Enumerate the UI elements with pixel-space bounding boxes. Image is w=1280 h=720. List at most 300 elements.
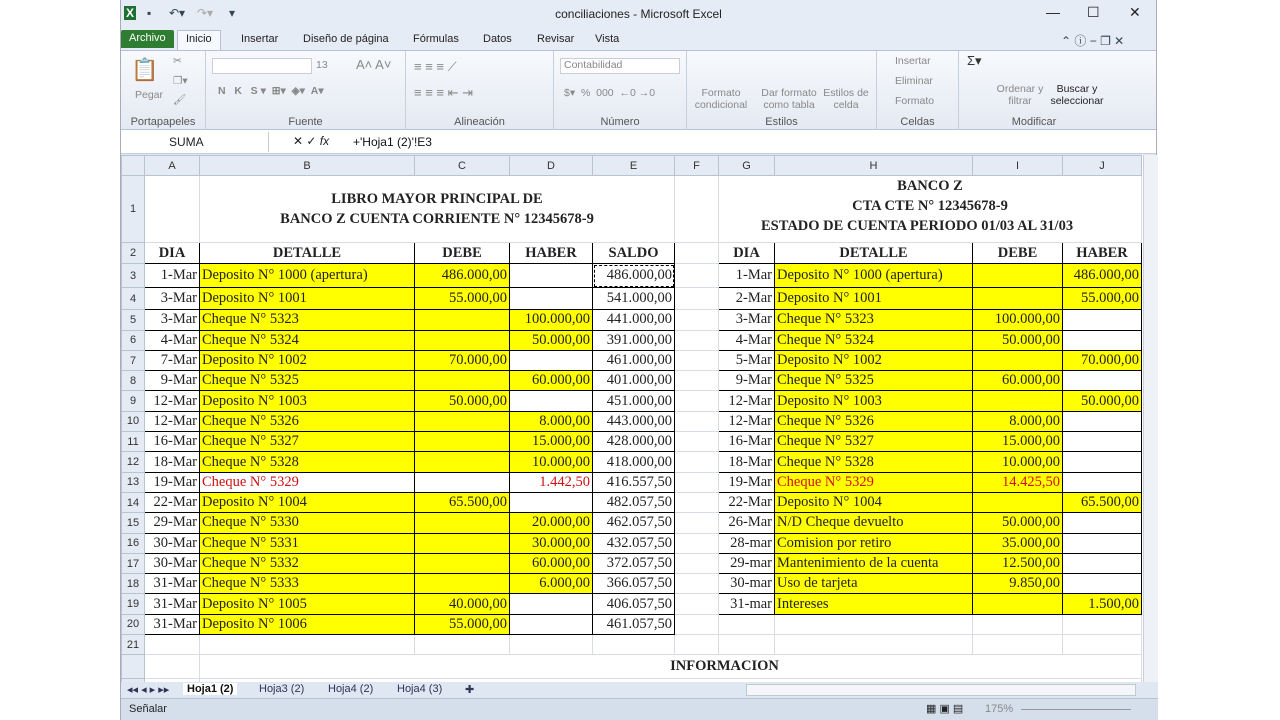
column-header-h[interactable]: H — [775, 156, 973, 176]
cell-styles-button[interactable]: Estilos de celda — [823, 87, 869, 111]
bank-detalle[interactable]: Deposito N° 1001 — [775, 288, 973, 310]
format-cells-button[interactable]: Formato — [895, 95, 935, 107]
ledger-dia[interactable]: 30-Mar — [145, 553, 200, 573]
ledger-dia[interactable]: 12-Mar — [145, 411, 200, 431]
bank-haber[interactable] — [1063, 533, 1142, 553]
cell[interactable] — [145, 655, 200, 679]
bank-haber[interactable]: 55.000,00 — [1063, 288, 1142, 310]
ledger-dia[interactable]: 1-Mar — [145, 264, 200, 288]
close-button[interactable]: ✕ — [1129, 4, 1141, 20]
ledger-dia[interactable]: 30-Mar — [145, 533, 200, 553]
ledger-dia[interactable]: 3-Mar — [145, 288, 200, 310]
name-box[interactable]: SUMA — [121, 132, 269, 152]
redo-icon[interactable]: ↷▾ — [197, 6, 214, 20]
bank-haber[interactable] — [1063, 310, 1142, 330]
bank-dia[interactable]: 19-Mar — [719, 472, 775, 492]
cell[interactable] — [145, 635, 200, 655]
ledger-saldo[interactable]: 441.000,00 — [593, 310, 675, 330]
cell[interactable] — [675, 432, 719, 452]
ledger-debe[interactable] — [415, 574, 510, 594]
minimize-button[interactable]: — — [1046, 4, 1060, 20]
row-header[interactable]: 16 — [122, 533, 145, 553]
bank-detalle[interactable]: Deposito N° 1002 — [775, 350, 973, 370]
ledger-detalle[interactable]: Deposito N° 1006 — [200, 614, 415, 634]
bank-debe[interactable] — [973, 350, 1063, 370]
ledger-dia[interactable]: 12-Mar — [145, 391, 200, 411]
cell[interactable] — [145, 176, 200, 243]
bank-dia[interactable]: 16-Mar — [719, 432, 775, 452]
ledger-detalle[interactable]: Cheque N° 5332 — [200, 553, 415, 573]
bank-debe[interactable] — [973, 594, 1063, 614]
ledger-detalle[interactable]: Cheque N° 5323 — [200, 310, 415, 330]
bank-detalle[interactable]: Cheque N° 5329 — [775, 472, 973, 492]
tab-insertar[interactable]: Insertar — [241, 33, 279, 45]
cell[interactable] — [675, 371, 719, 391]
row-header[interactable]: 15 — [122, 513, 145, 533]
bank-haber[interactable] — [1063, 553, 1142, 573]
row-header[interactable]: 14 — [122, 492, 145, 512]
ledger-header-haber[interactable]: HABER — [510, 243, 593, 264]
ledger-haber[interactable] — [510, 594, 593, 614]
ledger-saldo[interactable]: 486.000,00 — [593, 264, 675, 288]
bank-haber[interactable] — [1063, 513, 1142, 533]
ledger-debe[interactable] — [415, 553, 510, 573]
zoom-slider[interactable] — [1021, 709, 1131, 710]
ledger-haber[interactable] — [510, 264, 593, 288]
font-name-select[interactable] — [212, 58, 312, 74]
ledger-detalle[interactable]: Cheque N° 5329 — [200, 472, 415, 492]
bank-detalle[interactable]: Intereses — [775, 594, 973, 614]
tab-inicio[interactable]: Inicio — [177, 30, 221, 50]
ledger-detalle[interactable]: Cheque N° 5325 — [200, 371, 415, 391]
ledger-detalle[interactable]: Cheque N° 5328 — [200, 452, 415, 472]
ledger-detalle[interactable]: Cheque N° 5333 — [200, 574, 415, 594]
ledger-saldo[interactable]: 406.057,50 — [593, 594, 675, 614]
ledger-haber[interactable]: 10.000,00 — [510, 452, 593, 472]
row-header[interactable]: 1 — [122, 176, 145, 243]
bank-debe[interactable]: 100.000,00 — [973, 310, 1063, 330]
bank-haber[interactable] — [1063, 411, 1142, 431]
cell[interactable] — [675, 330, 719, 350]
paste-icon[interactable]: 📋 — [131, 57, 159, 82]
ledger-debe[interactable] — [415, 452, 510, 472]
row-header[interactable]: 18 — [122, 574, 145, 594]
ledger-saldo[interactable]: 428.000,00 — [593, 432, 675, 452]
row-header[interactable]: 11 — [122, 432, 145, 452]
row-header[interactable]: 7 — [122, 350, 145, 370]
save-icon[interactable]: ▪ — [147, 6, 152, 20]
cell[interactable] — [675, 492, 719, 512]
bank-dia[interactable]: 29-mar — [719, 553, 775, 573]
ledger-detalle[interactable]: Cheque N° 5327 — [200, 432, 415, 452]
bank-dia[interactable]: 12-Mar — [719, 411, 775, 431]
bank-haber[interactable]: 486.000,00 — [1063, 264, 1142, 288]
bank-title-line2: CTA CTE N° 12345678-9 — [852, 198, 1008, 215]
conditional-format-button[interactable]: Formato condicional — [694, 87, 748, 111]
ledger-dia[interactable]: 31-Mar — [145, 574, 200, 594]
row-header[interactable]: 10 — [122, 411, 145, 431]
cell[interactable] — [719, 614, 775, 634]
tab-archivo[interactable]: Archivo — [121, 30, 174, 48]
tab-diseno-pagina[interactable]: Diseño de página — [303, 33, 389, 45]
ledger-saldo[interactable]: 462.057,50 — [593, 513, 675, 533]
bank-debe[interactable] — [973, 288, 1063, 310]
table-row — [122, 310, 1142, 330]
bank-header-detalle[interactable]: DETALLE — [775, 243, 973, 264]
tab-formulas[interactable]: Fórmulas — [413, 33, 459, 45]
bank-detalle[interactable]: Cheque N° 5323 — [775, 310, 973, 330]
bank-debe[interactable] — [973, 264, 1063, 288]
info-title[interactable]: INFORMACION — [200, 655, 1142, 679]
undo-icon[interactable]: ↶▾ — [169, 6, 186, 20]
zoom-level[interactable]: 175% — [985, 703, 1014, 715]
bank-dia[interactable]: 18-Mar — [719, 452, 775, 472]
cell[interactable] — [675, 350, 719, 370]
cell[interactable] — [1063, 635, 1142, 655]
cell[interactable] — [593, 635, 675, 655]
ledger-haber[interactable]: 60.000,00 — [510, 553, 593, 573]
ledger-haber[interactable]: 6.000,00 — [510, 574, 593, 594]
worksheet-grid[interactable] — [121, 155, 1143, 682]
ledger-haber[interactable] — [510, 350, 593, 370]
cell[interactable] — [973, 635, 1063, 655]
sheet-tab-hoja4-3[interactable]: Hoja4 (3) — [397, 683, 443, 695]
bank-debe[interactable]: 60.000,00 — [973, 371, 1063, 391]
column-header-j[interactable]: J — [1063, 156, 1142, 176]
bank-haber[interactable]: 70.000,00 — [1063, 350, 1142, 370]
tab-vista[interactable]: Vista — [595, 33, 620, 45]
bank-detalle[interactable]: Uso de tarjeta — [775, 574, 973, 594]
bank-debe[interactable]: 50.000,00 — [973, 513, 1063, 533]
table-row — [122, 330, 1142, 350]
bank-debe[interactable]: 50.000,00 — [973, 330, 1063, 350]
ledger-saldo[interactable]: 541.000,00 — [593, 288, 675, 310]
ledger-dia[interactable]: 4-Mar — [145, 330, 200, 350]
cell[interactable] — [675, 614, 719, 634]
row-header[interactable]: 13 — [122, 472, 145, 492]
ledger-detalle[interactable]: Cheque N° 5331 — [200, 533, 415, 553]
cell[interactable] — [675, 176, 719, 243]
bank-detalle[interactable]: Cheque N° 5326 — [775, 411, 973, 431]
cell[interactable] — [510, 635, 593, 655]
ledger-detalle[interactable]: Cheque N° 5326 — [200, 411, 415, 431]
column-header-c[interactable]: C — [415, 156, 510, 176]
ledger-saldo[interactable]: 443.000,00 — [593, 411, 675, 431]
cell[interactable] — [675, 472, 719, 492]
bank-statement-title[interactable] — [719, 176, 1142, 243]
ledger-detalle[interactable]: Deposito N° 1003 — [200, 391, 415, 411]
bank-dia[interactable]: 31-mar — [719, 594, 775, 614]
sheet-tab-hoja1-2[interactable]: Hoja1 (2) — [183, 683, 237, 695]
row-header[interactable]: 6 — [122, 330, 145, 350]
column-header-f[interactable]: F — [675, 156, 719, 176]
ledger-haber[interactable]: 20.000,00 — [510, 513, 593, 533]
ledger-saldo[interactable]: 372.057,50 — [593, 553, 675, 573]
ledger-dia[interactable]: 19-Mar — [145, 472, 200, 492]
customize-qat-icon[interactable]: ▾ — [229, 6, 236, 20]
ledger-debe[interactable]: 65.500,00 — [415, 492, 510, 512]
font-size-select[interactable]: 13 — [316, 59, 328, 71]
insert-sheet-icon[interactable]: ✚ — [465, 684, 475, 696]
table-row — [122, 553, 1142, 573]
bold-button[interactable]: N K S ▾ ⊞▾ ◈▾ A▾ — [218, 85, 324, 97]
bank-header-debe[interactable]: DEBE — [973, 243, 1063, 264]
ledger-dia[interactable]: 16-Mar — [145, 432, 200, 452]
vertical-scrollbar[interactable] — [1143, 155, 1158, 682]
cancel-confirm-fx-icons[interactable]: ✕ ✓ fx — [293, 134, 330, 148]
ledger-saldo[interactable]: 391.000,00 — [593, 330, 675, 350]
column-header-d[interactable]: D — [510, 156, 593, 176]
row-header[interactable]: 20 — [122, 614, 145, 634]
bank-debe[interactable]: 15.000,00 — [973, 432, 1063, 452]
ledger-debe[interactable]: 55.000,00 — [415, 288, 510, 310]
ledger-saldo[interactable]: 401.000,00 — [593, 371, 675, 391]
ledger-haber[interactable]: 100.000,00 — [510, 310, 593, 330]
ledger-detalle[interactable]: Deposito N° 1005 — [200, 594, 415, 614]
sheet-tab-hoja3-2[interactable]: Hoja3 (2) — [259, 683, 305, 695]
maximize-button[interactable]: ☐ — [1087, 4, 1100, 20]
bank-haber[interactable] — [1063, 371, 1142, 391]
bank-debe[interactable] — [973, 391, 1063, 411]
sort-filter-button[interactable]: Ordenar y filtrar — [996, 83, 1044, 107]
bank-dia[interactable]: 26-Mar — [719, 513, 775, 533]
ledger-haber[interactable]: 15.000,00 — [510, 432, 593, 452]
number-format-icons[interactable]: $▾ % 000 ←0 →0 — [564, 87, 656, 99]
cell[interactable] — [675, 635, 719, 655]
ledger-saldo[interactable]: 418.000,00 — [593, 452, 675, 472]
ledger-saldo[interactable]: 461.057,50 — [593, 614, 675, 634]
row-header[interactable]: 3 — [122, 264, 145, 288]
table-row — [122, 391, 1142, 411]
status-bar — [121, 698, 1158, 720]
bank-detalle[interactable]: Cheque N° 5327 — [775, 432, 973, 452]
bank-detalle[interactable]: Deposito N° 1004 — [775, 492, 973, 512]
cell[interactable] — [200, 635, 415, 655]
ledger-dia[interactable]: 22-Mar — [145, 492, 200, 512]
bank-haber[interactable] — [1063, 574, 1142, 594]
bank-detalle[interactable]: Deposito N° 1003 — [775, 391, 973, 411]
row-header[interactable]: 5 — [122, 310, 145, 330]
bank-debe[interactable]: 14.425,50 — [973, 472, 1063, 492]
bank-haber[interactable] — [1063, 330, 1142, 350]
format-painter-icon[interactable]: 🖌 — [173, 94, 187, 106]
cell[interactable] — [775, 635, 973, 655]
bank-debe[interactable]: 12.500,00 — [973, 553, 1063, 573]
cell[interactable] — [675, 574, 719, 594]
ledger-debe[interactable]: 70.000,00 — [415, 350, 510, 370]
cell[interactable] — [675, 513, 719, 533]
bank-dia[interactable]: 1-Mar — [719, 264, 775, 288]
cut-icon[interactable]: ✂ — [173, 55, 182, 67]
cell[interactable] — [973, 614, 1063, 634]
tab-revisar[interactable]: Revisar — [537, 33, 575, 45]
cell[interactable] — [675, 264, 719, 288]
insert-cells-button[interactable]: Insertar — [895, 55, 931, 67]
table-row — [122, 176, 1142, 243]
ledger-debe[interactable] — [415, 533, 510, 553]
paste-button[interactable]: Pegar — [135, 89, 164, 101]
row-header[interactable]: 12 — [122, 452, 145, 472]
help-icon[interactable]: ⌃ ⓘ − ❐ ✕ — [1061, 34, 1125, 48]
ledger-haber[interactable] — [510, 391, 593, 411]
cell[interactable] — [675, 553, 719, 573]
bank-detalle[interactable]: Cheque N° 5324 — [775, 330, 973, 350]
bank-detalle[interactable]: Comision por retiro — [775, 533, 973, 553]
cell[interactable] — [675, 288, 719, 310]
ledger-dia[interactable]: 9-Mar — [145, 371, 200, 391]
bank-debe[interactable]: 8.000,00 — [973, 411, 1063, 431]
bank-detalle[interactable]: Deposito N° 1000 (apertura) — [775, 264, 973, 288]
bank-detalle[interactable]: Cheque N° 5325 — [775, 371, 973, 391]
ledger-haber[interactable] — [510, 492, 593, 512]
ledger-saldo[interactable]: 461.000,00 — [593, 350, 675, 370]
ledger-saldo[interactable]: 366.057,50 — [593, 574, 675, 594]
bank-debe[interactable]: 10.000,00 — [973, 452, 1063, 472]
ledger-dia[interactable]: 3-Mar — [145, 310, 200, 330]
ledger-header-dia[interactable]: DIA — [145, 243, 200, 264]
row-header[interactable]: 2 — [122, 243, 145, 264]
number-format-select[interactable]: Contabilidad — [560, 58, 680, 74]
cell[interactable] — [675, 391, 719, 411]
ledger-saldo[interactable]: 416.557,50 — [593, 472, 675, 492]
bank-haber[interactable] — [1063, 432, 1142, 452]
ledger-dia[interactable]: 31-Mar — [145, 594, 200, 614]
column-header-e[interactable]: E — [593, 156, 675, 176]
bank-debe[interactable] — [973, 492, 1063, 512]
ledger-title[interactable] — [200, 176, 675, 243]
cell[interactable] — [675, 533, 719, 553]
ledger-haber[interactable] — [510, 288, 593, 310]
cell[interactable] — [675, 243, 719, 264]
formula-input[interactable]: +'Hoja1 (2)'!E3 — [353, 135, 432, 149]
ledger-debe[interactable] — [415, 472, 510, 492]
autosum-icon[interactable]: Σ▾ — [967, 53, 982, 68]
bank-haber[interactable]: 1.500,00 — [1063, 594, 1142, 614]
sheet-nav-icons[interactable]: ◂◂ ◂ ▸ ▸▸ — [127, 684, 170, 696]
bank-dia[interactable]: 2-Mar — [719, 288, 775, 310]
cell[interactable] — [775, 614, 973, 634]
column-header-i[interactable]: I — [973, 156, 1063, 176]
ledger-debe[interactable] — [415, 330, 510, 350]
row-header[interactable]: 21 — [122, 635, 145, 655]
row-header[interactable]: 4 — [122, 288, 145, 310]
ledger-header-detalle[interactable]: DETALLE — [200, 243, 415, 264]
ledger-detalle[interactable]: Cheque N° 5330 — [200, 513, 415, 533]
ledger-dia[interactable]: 18-Mar — [145, 452, 200, 472]
ledger-debe[interactable]: 50.000,00 — [415, 391, 510, 411]
horizontal-scrollbar[interactable] — [746, 684, 1136, 696]
bank-detalle[interactable]: Cheque N° 5328 — [775, 452, 973, 472]
ledger-haber[interactable] — [510, 614, 593, 634]
ledger-haber[interactable]: 30.000,00 — [510, 533, 593, 553]
column-header-g[interactable]: G — [719, 156, 775, 176]
cell[interactable] — [415, 635, 510, 655]
bank-dia[interactable]: 9-Mar — [719, 371, 775, 391]
find-select-button[interactable]: Buscar y seleccionar — [1050, 83, 1104, 107]
ledger-saldo[interactable]: 482.057,50 — [593, 492, 675, 512]
ledger-debe[interactable]: 55.000,00 — [415, 614, 510, 634]
select-all-corner[interactable] — [122, 156, 145, 176]
row-header[interactable] — [122, 655, 145, 679]
bank-dia[interactable]: 4-Mar — [719, 330, 775, 350]
sheet-tab-hoja4-2[interactable]: Hoja4 (2) — [328, 683, 374, 695]
ledger-debe[interactable]: 40.000,00 — [415, 594, 510, 614]
bank-header-dia[interactable]: DIA — [719, 243, 775, 264]
ledger-saldo[interactable]: 432.057,50 — [593, 533, 675, 553]
cell[interactable] — [1063, 614, 1142, 634]
ledger-debe[interactable] — [415, 371, 510, 391]
cell[interactable] — [675, 452, 719, 472]
bank-header-haber[interactable]: HABER — [1063, 243, 1142, 264]
column-header-b[interactable]: B — [200, 156, 415, 176]
cell[interactable] — [675, 310, 719, 330]
ledger-detalle[interactable]: Cheque N° 5324 — [200, 330, 415, 350]
bank-haber[interactable] — [1063, 452, 1142, 472]
cell[interactable] — [719, 635, 775, 655]
ledger-header-saldo[interactable]: SALDO — [593, 243, 675, 264]
ledger-dia[interactable]: 29-Mar — [145, 513, 200, 533]
ledger-header-debe[interactable]: DEBE — [415, 243, 510, 264]
bank-detalle[interactable]: Mantenimiento de la cuenta — [775, 553, 973, 573]
bank-detalle[interactable]: N/D Cheque devuelto — [775, 513, 973, 533]
ledger-dia[interactable]: 31-Mar — [145, 614, 200, 634]
ledger-haber[interactable]: 1.442,50 — [510, 472, 593, 492]
bank-haber[interactable]: 65.500,00 — [1063, 492, 1142, 512]
copy-icon[interactable]: ❐▾ — [173, 75, 188, 87]
row-header[interactable]: 19 — [122, 594, 145, 614]
font-grow-shrink-icon[interactable]: A˄ A˅ — [356, 57, 392, 72]
column-header-a[interactable]: A — [145, 156, 200, 176]
ledger-detalle[interactable]: Deposito N° 1000 (apertura) — [200, 264, 415, 288]
bank-dia[interactable]: 28-mar — [719, 533, 775, 553]
ledger-debe[interactable] — [415, 513, 510, 533]
bank-dia[interactable]: 30-mar — [719, 574, 775, 594]
bank-debe[interactable]: 35.000,00 — [973, 533, 1063, 553]
ledger-haber[interactable]: 8.000,00 — [510, 411, 593, 431]
ledger-debe[interactable] — [415, 411, 510, 431]
row-header[interactable]: 9 — [122, 391, 145, 411]
ledger-debe[interactable]: 486.000,00 — [415, 264, 510, 288]
ledger-debe[interactable] — [415, 432, 510, 452]
align-horizontal-icons[interactable]: ≡ ≡ ≡ ⇤ ⇥ — [414, 85, 473, 100]
cell[interactable] — [675, 594, 719, 614]
ledger-detalle[interactable]: Deposito N° 1004 — [200, 492, 415, 512]
view-buttons[interactable]: ▦ ▣ ▤ — [926, 703, 964, 715]
format-as-table-button[interactable]: Dar formato como tabla — [761, 87, 817, 111]
delete-cells-button[interactable]: Eliminar — [895, 75, 933, 87]
ledger-debe[interactable] — [415, 310, 510, 330]
bank-dia[interactable]: 22-Mar — [719, 492, 775, 512]
bank-dia[interactable]: 12-Mar — [719, 391, 775, 411]
ledger-haber[interactable]: 60.000,00 — [510, 371, 593, 391]
ledger-detalle[interactable]: Deposito N° 1001 — [200, 288, 415, 310]
ledger-saldo[interactable]: 451.000,00 — [593, 391, 675, 411]
bank-dia[interactable]: 3-Mar — [719, 310, 775, 330]
tab-datos[interactable]: Datos — [483, 33, 512, 45]
bank-debe[interactable]: 9.850,00 — [973, 574, 1063, 594]
align-icons[interactable]: ≡ ≡ ≡ ⟋ — [414, 59, 457, 74]
row-header[interactable]: 17 — [122, 553, 145, 573]
cell[interactable] — [675, 411, 719, 431]
ledger-haber[interactable]: 50.000,00 — [510, 330, 593, 350]
bank-dia[interactable]: 5-Mar — [719, 350, 775, 370]
ledger-dia[interactable]: 7-Mar — [145, 350, 200, 370]
group-alineacion — [406, 51, 554, 130]
ledger-detalle[interactable]: Deposito N° 1002 — [200, 350, 415, 370]
bank-haber[interactable]: 50.000,00 — [1063, 391, 1142, 411]
bank-haber[interactable] — [1063, 472, 1142, 492]
row-header[interactable]: 8 — [122, 371, 145, 391]
